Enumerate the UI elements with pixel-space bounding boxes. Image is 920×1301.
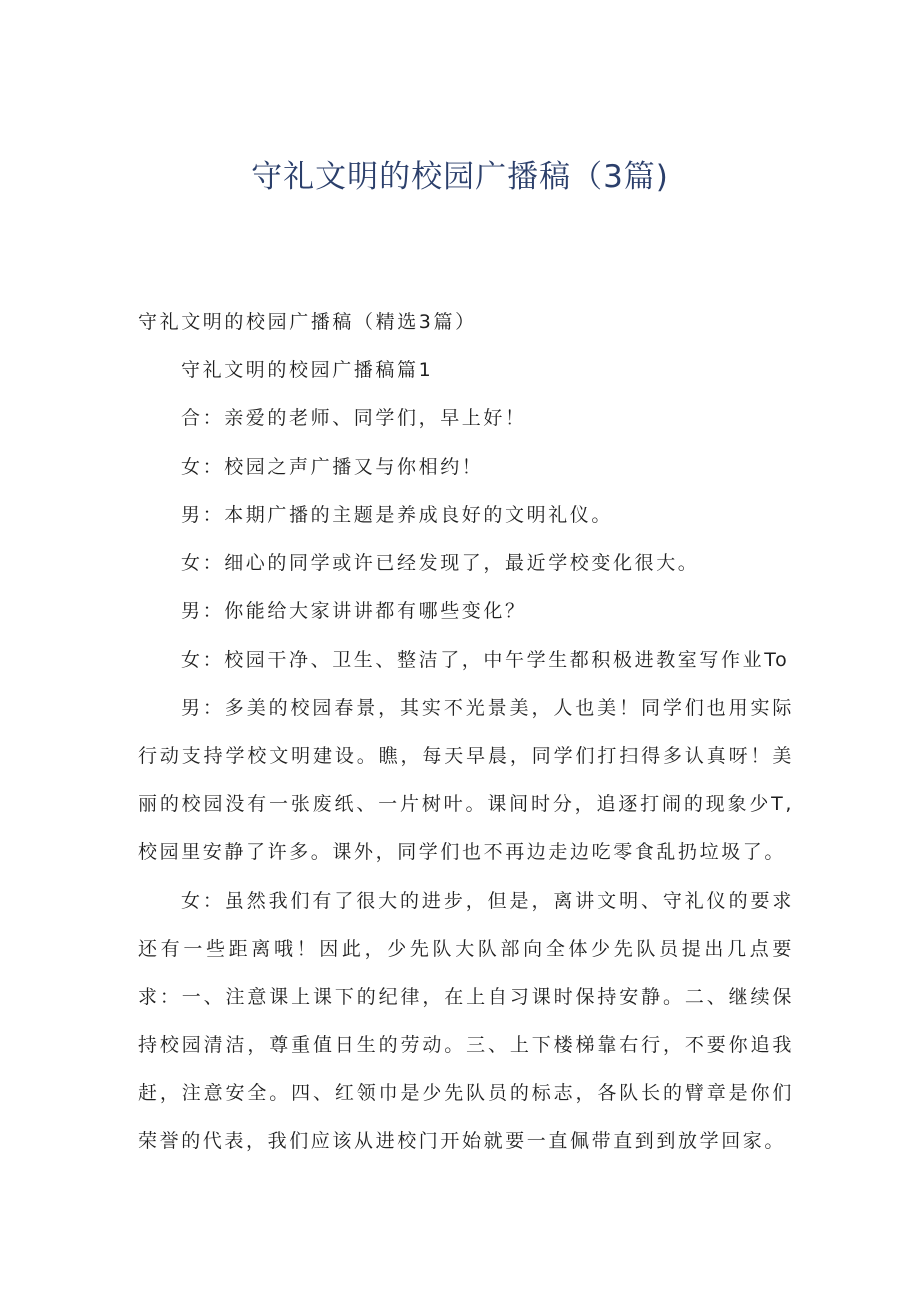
dialogue-line: 女：校园干净、卫生、整洁了，中午学生都积极进教室写作业To bbox=[181, 649, 790, 671]
dialogue-line: 男：本期广播的主题是养成良好的文明礼仪。 bbox=[181, 504, 614, 526]
dialogue-line: 女：细心的同学或许已经发现了，最近学校变化很大。 bbox=[181, 552, 700, 574]
dialogue-line: 男：你能给大家讲讲都有哪些变化？ bbox=[181, 600, 527, 622]
document-title: 守礼文明的校园广播稿（3篇) bbox=[251, 159, 669, 195]
document-subtitle: 守礼文明的校园广播稿（精选3篇） bbox=[138, 311, 477, 333]
dialogue-line: 合：亲爱的老师、同学们，早上好！ bbox=[181, 407, 527, 429]
dialogue-paragraph: 男：多美的校园春景，其实不光景美，人也美！同学们也用实际行动支持学校文明建设。瞧，每天早晨，同学们打扫得多认真呀！美丽的校园没有一张废纸、一片树叶。课间时分，追逐打闹的现象少T,校园里安静了许多。课外，同学们也不再边走边吃零食乱扔垃圾了。 bbox=[138, 697, 794, 863]
dialogue-line: 女：校园之声广播又与你相约！ bbox=[181, 456, 484, 478]
section-heading: 守礼文明的校园广播稿篇1 bbox=[181, 359, 434, 381]
dialogue-paragraph: 女：虽然我们有了很大的进步，但是，离讲文明、守礼仪的要求还有一些距离哦！因此，少先队大队部向全体少先队员提出几点要求：一、注意课上课下的纪律，在上自习课时保持安静。二、继续保持校园清洁，尊重值日生的劳动。三、上下楼梯靠右行，不要你追我赶，注意安全。四、红领巾是少先队员的标志，各队长的臂章是你们荣誉的代表，我们应该从进校门开始就要一直佩带直到到放学回家。 bbox=[138, 890, 794, 1152]
